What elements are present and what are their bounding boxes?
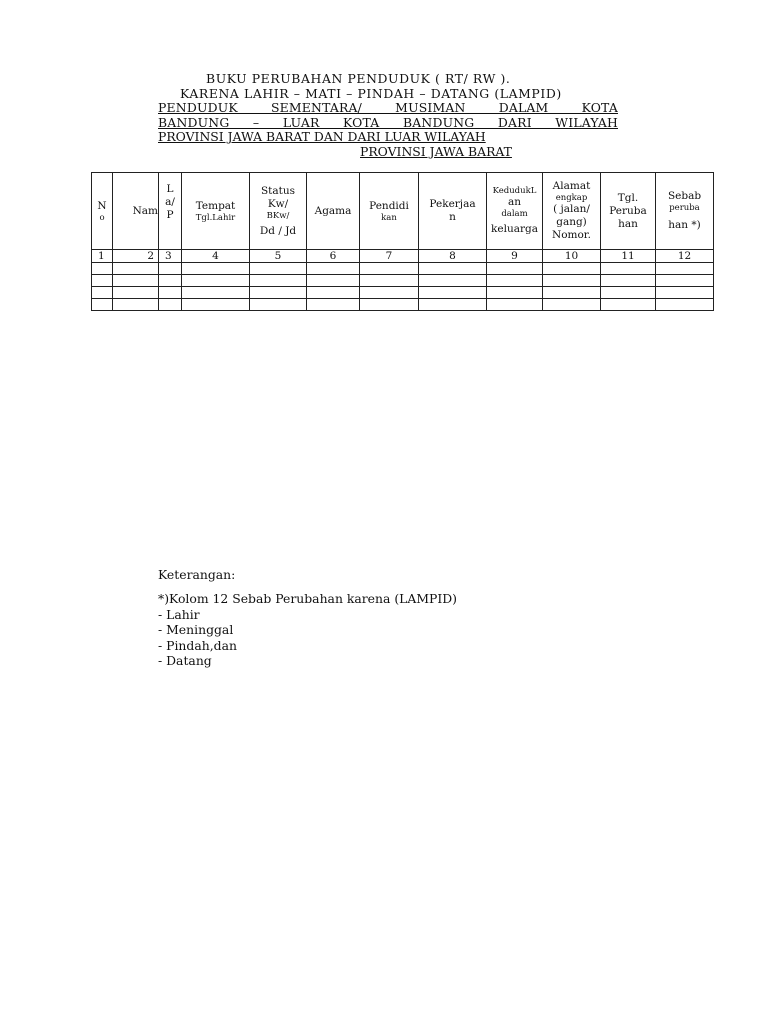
column-number: 5 [250, 250, 307, 263]
title-line-6: PROVINSI JAWA BARAT [360, 143, 512, 159]
table-cell[interactable] [159, 275, 182, 287]
title-line-5: PROVINSI JAWA BARAT DAN DARI LUAR WILAYAH [158, 129, 486, 145]
table-cell[interactable] [250, 275, 307, 287]
table-cell[interactable] [487, 287, 543, 299]
table-cell[interactable] [543, 287, 601, 299]
population-change-table [91, 172, 714, 311]
table-cell[interactable] [182, 275, 250, 287]
table-cell[interactable] [419, 263, 487, 275]
header-status: Status Kw/ BKw/ Dd / Jd [250, 173, 307, 250]
table-cell[interactable] [92, 287, 113, 299]
table-cell[interactable] [656, 275, 714, 287]
column-number: 6 [307, 250, 360, 263]
column-number: 10 [543, 250, 601, 263]
table-cell[interactable] [307, 287, 360, 299]
table-cell[interactable] [601, 275, 656, 287]
header-pendidikan: Pendidi kan [360, 173, 419, 250]
table-row [92, 263, 714, 275]
notes-line: - Datang [158, 653, 212, 669]
table-cell[interactable] [182, 263, 250, 275]
column-number: 1 [92, 250, 113, 263]
column-number-row [92, 250, 714, 263]
notes-line: - Pindah,dan [158, 637, 237, 653]
table-cell[interactable] [601, 263, 656, 275]
header-lp: L a/ P [159, 173, 182, 250]
table-cell[interactable] [307, 275, 360, 287]
table-cell[interactable] [159, 287, 182, 299]
table-cell[interactable] [656, 299, 714, 311]
table-cell[interactable] [487, 275, 543, 287]
table-cell[interactable] [360, 275, 419, 287]
table-cell[interactable] [92, 299, 113, 311]
header-sebab-perubahan: Sebab peruba han *) [656, 173, 714, 250]
table-cell[interactable] [419, 299, 487, 311]
notes-line: *)Kolom 12 Sebab Perubahan karena (LAMPID) [158, 591, 458, 607]
table-cell[interactable] [601, 287, 656, 299]
column-number: 11 [601, 250, 656, 263]
title-line-4: BANDUNG – LUAR KOTA BANDUNG DARI WILAYAH [158, 114, 618, 130]
document-title [158, 72, 618, 160]
table-cell[interactable] [601, 299, 656, 311]
table-cell[interactable] [487, 263, 543, 275]
table-cell[interactable] [113, 275, 159, 287]
table-cell[interactable] [113, 263, 159, 275]
table-cell[interactable] [543, 299, 601, 311]
table-cell[interactable] [360, 299, 419, 311]
column-number: 2 [113, 250, 159, 263]
notes-heading: Keterangan: [158, 567, 236, 582]
header-pekerjaan: Pekerjaa n [419, 173, 487, 250]
column-number: 9 [487, 250, 543, 263]
column-number: 7 [360, 250, 419, 263]
column-number: 8 [419, 250, 487, 263]
table-cell[interactable] [182, 287, 250, 299]
notes-section [158, 567, 457, 668]
table-row [92, 287, 714, 299]
table-cell[interactable] [360, 287, 419, 299]
column-number: 4 [182, 250, 250, 263]
table-cell[interactable] [419, 287, 487, 299]
table-row [92, 299, 714, 311]
table-cell[interactable] [182, 299, 250, 311]
header-tempat-tgl-lahir: Tempat Tgl.Lahir [182, 173, 250, 250]
title-line-1: BUKU PERUBAHAN PENDUDUK ( RT/ RW ). [206, 71, 511, 86]
table-cell[interactable] [307, 299, 360, 311]
notes-line: - Meninggal [158, 622, 234, 638]
header-kedudukan: KedudukL an dalam keluarga [487, 173, 543, 250]
header-alamat: Alamat engkap ( jalan/ gang) Nomor. [543, 173, 601, 250]
table-cell[interactable] [487, 299, 543, 311]
table-cell[interactable] [113, 287, 159, 299]
table-cell[interactable] [113, 299, 159, 311]
table-cell[interactable] [419, 275, 487, 287]
table-row [92, 275, 714, 287]
column-number: 3 [159, 250, 182, 263]
table-cell[interactable] [250, 287, 307, 299]
table-cell[interactable] [543, 275, 601, 287]
table-cell[interactable] [656, 287, 714, 299]
table-cell[interactable] [250, 263, 307, 275]
table-cell[interactable] [543, 263, 601, 275]
title-line-2: KARENA LAHIR – MATI – PINDAH – DATANG (LAMPID) [180, 85, 562, 101]
table-cell[interactable] [92, 263, 113, 275]
table-cell[interactable] [360, 263, 419, 275]
table-cell[interactable] [92, 275, 113, 287]
column-number: 12 [656, 250, 714, 263]
table-cell[interactable] [656, 263, 714, 275]
table-cell[interactable] [159, 263, 182, 275]
table-cell[interactable] [307, 263, 360, 275]
title-line-3: PENDUDUK SEMENTARA/ MUSIMAN DALAM KOTA [158, 100, 618, 116]
header-tgl-perubahan: Tgl. Peruba han [601, 173, 656, 250]
table-cell[interactable] [159, 299, 182, 311]
table-header-row [92, 173, 714, 250]
header-nama: Nam [113, 173, 159, 250]
header-no: N o [92, 173, 113, 250]
notes-line: - Lahir [158, 606, 200, 622]
header-agama: Agama [307, 173, 360, 250]
table-cell[interactable] [250, 299, 307, 311]
